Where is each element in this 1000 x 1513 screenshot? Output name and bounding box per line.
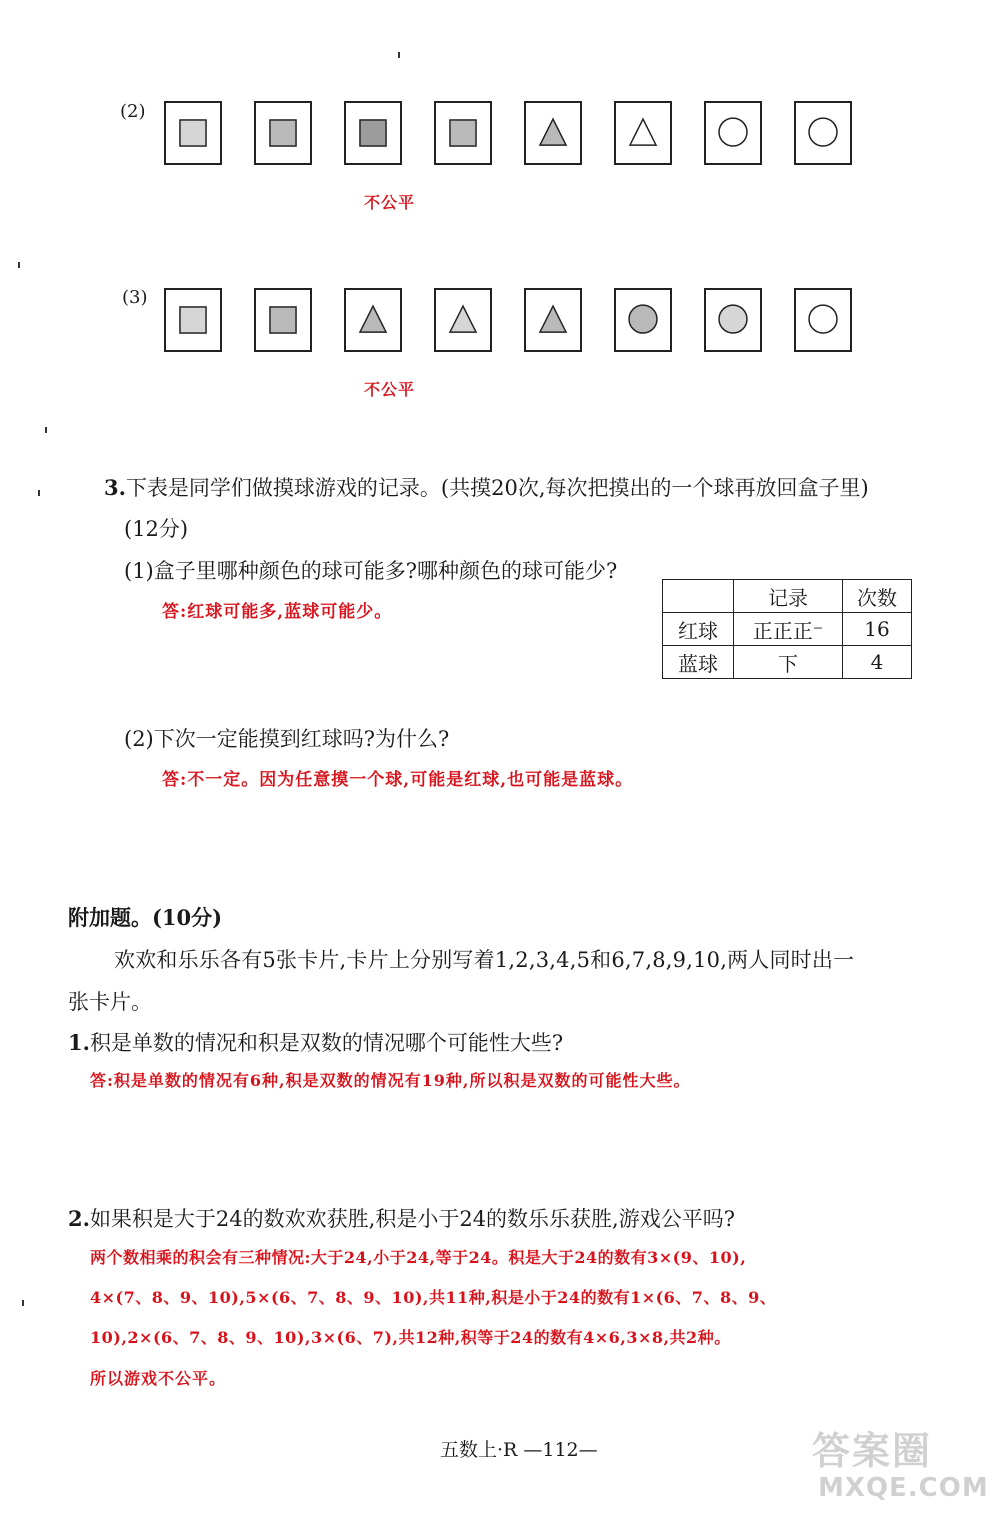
circle-shape [809, 305, 837, 333]
q2-card [704, 101, 762, 165]
q3-answer: 不公平 [364, 380, 416, 399]
circle-shape [809, 118, 837, 146]
problem3-stem-text: 下表是同学们做摸球游戏的记录。(共摸20次,每次把摸出的一个球再放回盒子里) [125, 476, 869, 500]
watermark-url-text: MXQE.COM [818, 1473, 989, 1503]
triangle-shape [630, 119, 656, 145]
q3-card [164, 288, 222, 352]
q2-card [524, 101, 582, 165]
bonus-q2 [68, 1203, 735, 1233]
bonus-q2-answer-line: 两个数相乘的积会有三种情况:大于24,小于24,等于24。积是大于24的数有3×(9、10), [90, 1248, 747, 1267]
bonus-title: 附加题。(10分) [68, 905, 223, 930]
row-record: 下 [734, 646, 843, 679]
q3-card [434, 288, 492, 352]
bonus-q2-number: 2. [68, 1206, 90, 1231]
triangle-shape [360, 306, 386, 332]
circle-shape [719, 118, 747, 146]
square-shape [180, 120, 206, 146]
bonus-q2-answer-line: 4×(7、8、9、10),5×(6、7、8、9、10),共11种,积是小于24的数有1×(6、7、8、9、 [90, 1288, 777, 1307]
margin-mark [398, 52, 400, 58]
row-count: 16 [843, 613, 912, 646]
square-shape [180, 307, 206, 333]
triangle-shape [540, 119, 566, 145]
bonus-intro-line2: 张卡片。 [68, 990, 152, 1014]
table-header-cell: 次数 [843, 580, 912, 613]
circle-shape [719, 305, 747, 333]
problem3-part2-answer: 答:不一定。因为任意摸一个球,可能是红球,也可能是蓝球。 [162, 770, 634, 790]
problem3-part1-question: (1)盒子里哪种颜色的球可能多?哪种颜色的球可能少? [124, 559, 618, 583]
table-header-cell [663, 580, 734, 613]
problem3-stem [104, 472, 869, 502]
q3-card [254, 288, 312, 352]
square-shape [450, 120, 476, 146]
q2-answer: 不公平 [364, 193, 416, 212]
table-header-cell: 记录 [734, 580, 843, 613]
watermark-logo-text: 答案圈 [812, 1429, 933, 1473]
table-row [663, 646, 912, 679]
margin-mark [38, 490, 40, 496]
q2-label: (2) [120, 101, 146, 122]
q3-card [344, 288, 402, 352]
bonus-q1-question: 积是单数的情况和积是双数的情况哪个可能性大些? [89, 1031, 564, 1055]
q2-card [794, 101, 852, 165]
row-name: 蓝球 [663, 646, 734, 679]
circle-shape [629, 305, 657, 333]
q2-card [254, 101, 312, 165]
page-footer: 五数上·R —112— [440, 1439, 598, 1461]
margin-mark [45, 427, 47, 433]
q3-card [704, 288, 762, 352]
margin-mark [18, 262, 20, 268]
problem3-number: 3. [104, 475, 126, 500]
bonus-q1-answer: 答:积是单数的情况有6种,积是双数的情况有19种,所以积是双数的可能性大些。 [90, 1071, 691, 1090]
problem3-part2-question: (2)下次一定能摸到红球吗?为什么? [124, 727, 450, 751]
q3-card [524, 288, 582, 352]
record-table-header [663, 580, 912, 613]
bonus-q2-question: 如果积是大于24的数欢欢获胜,积是小于24的数乐乐获胜,游戏公平吗? [89, 1207, 735, 1231]
q2-card [434, 101, 492, 165]
row-record: 正正正⁻ [734, 613, 843, 646]
row-count: 4 [843, 646, 912, 679]
triangle-shape [450, 306, 476, 332]
triangle-shape [540, 306, 566, 332]
watermark-url [818, 1473, 989, 1503]
bonus-q1 [68, 1027, 563, 1057]
q3-card [794, 288, 852, 352]
problem3-score: (12分) [124, 517, 189, 541]
margin-mark [22, 1300, 24, 1306]
square-shape [270, 307, 296, 333]
row-name: 红球 [663, 613, 734, 646]
record-table [662, 579, 912, 679]
q2-card [344, 101, 402, 165]
square-shape [360, 120, 386, 146]
watermark-logo [812, 1420, 932, 1475]
square-shape [270, 120, 296, 146]
bonus-q2-answer-line: 10),2×(6、7、8、9、10),3×(6、7),共12种,积等于24的数有4×6,3×8,共2种。 [90, 1328, 731, 1347]
q3-label: (3) [122, 287, 148, 308]
bonus-q1-number: 1. [68, 1030, 90, 1055]
bonus-intro-line1: 欢欢和乐乐各有5张卡片,卡片上分别写着1,2,3,4,5和6,7,8,9,10,两人同时出一 [114, 948, 855, 972]
problem3-part1-answer: 答:红球可能多,蓝球可能少。 [162, 602, 393, 622]
q2-card [164, 101, 222, 165]
bonus-q2-answer-line: 所以游戏不公平。 [90, 1369, 227, 1388]
table-row [663, 613, 912, 646]
q3-card [614, 288, 672, 352]
q2-card [614, 101, 672, 165]
